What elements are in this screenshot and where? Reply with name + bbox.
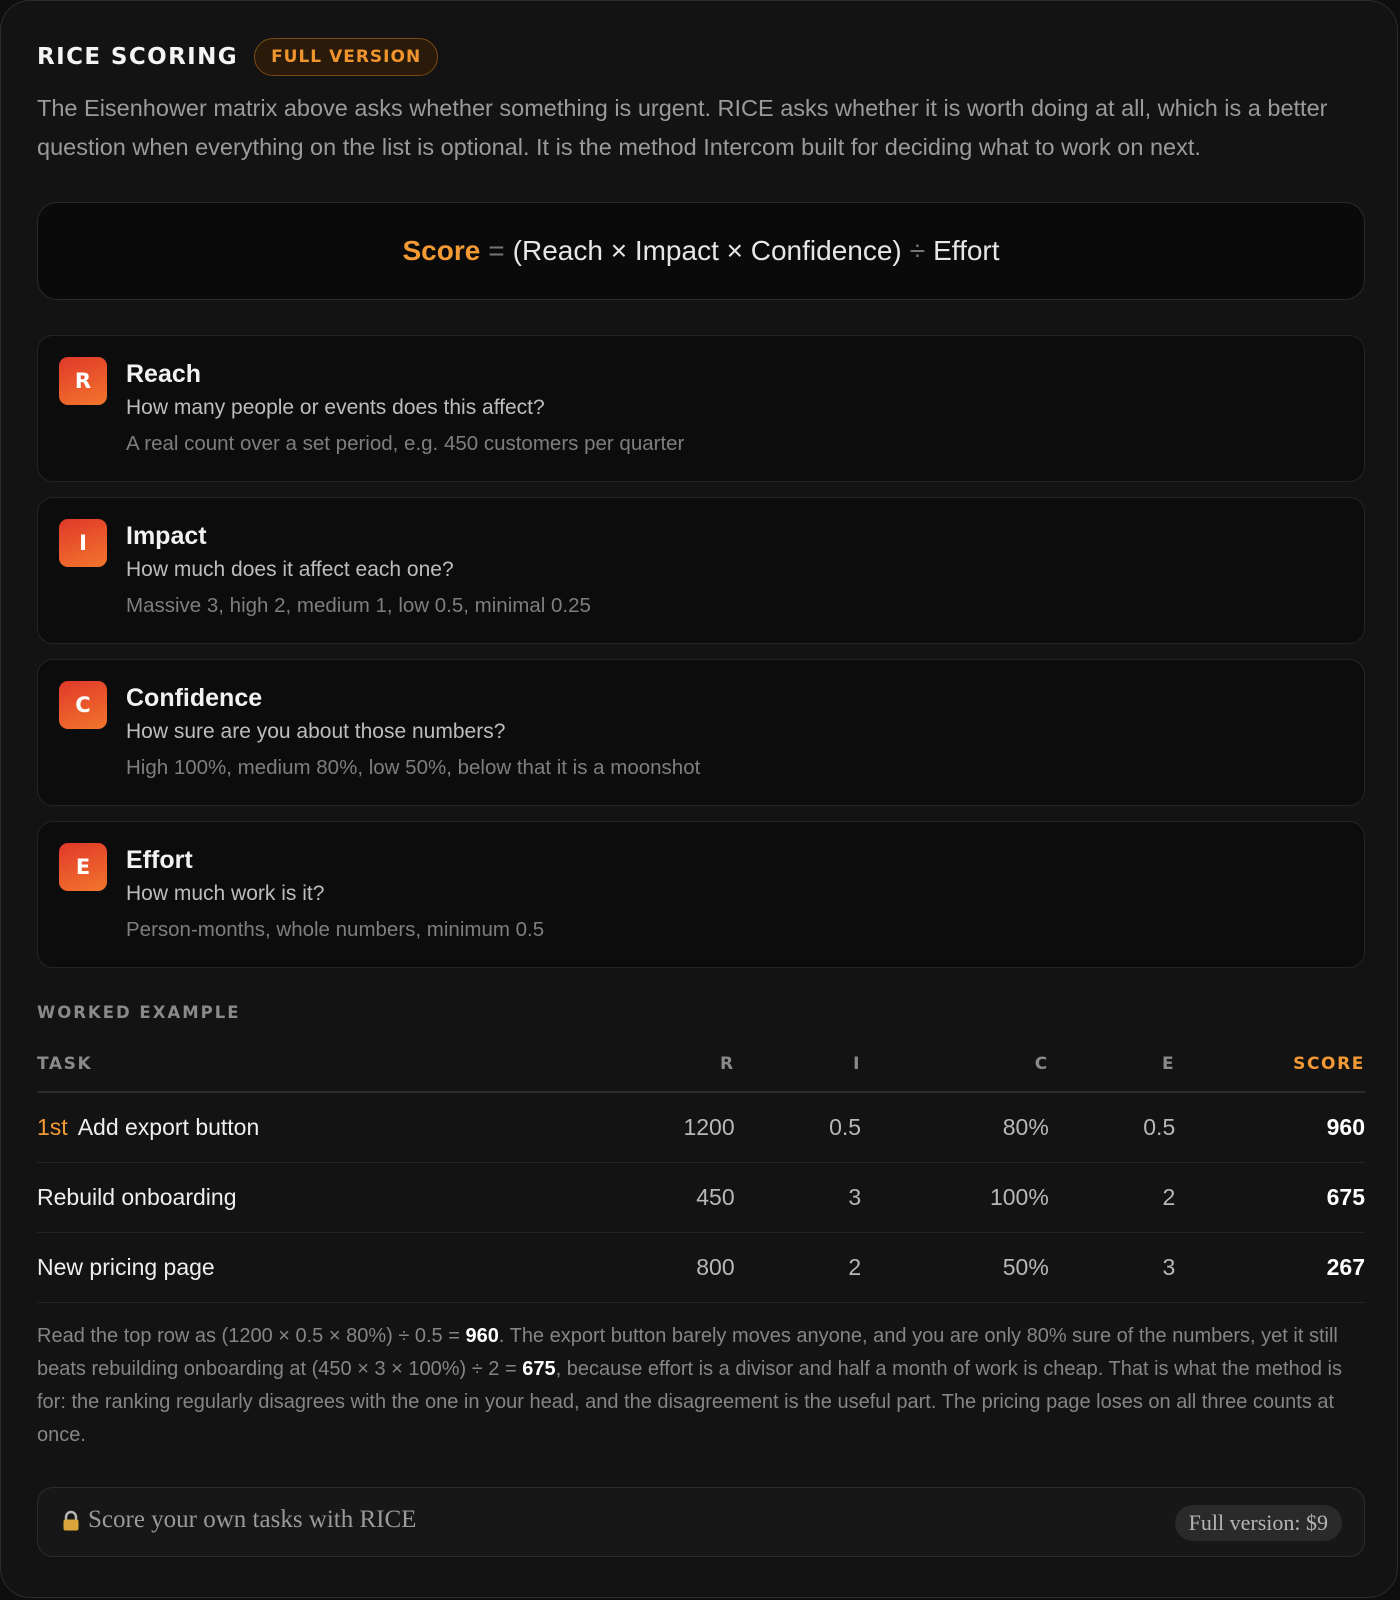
score-cell: 267 — [1175, 1233, 1365, 1303]
impact-cell: 3 — [735, 1163, 861, 1233]
intro-text: The Eisenhower matrix above asks whether something is urgent. RICE asks whether it is worth doing at all, which is a better question when everything on the list is optional. It is the method Intercom built for deciding what to work on next. — [37, 95, 1328, 160]
rank-label: 1st — [37, 1114, 68, 1140]
task-cell — [37, 1233, 567, 1303]
header — [37, 37, 1365, 77]
column-header-i: I — [735, 1054, 861, 1092]
effort-cell: 2 — [1049, 1163, 1175, 1233]
column-header-e: E — [1049, 1054, 1175, 1092]
column-header-c: C — [861, 1054, 1049, 1092]
worked-example-table — [37, 1054, 1365, 1303]
reach-cell: 1200 — [567, 1092, 734, 1163]
lock-icon — [60, 1510, 82, 1532]
factor-title: Impact — [126, 522, 207, 550]
task-cell — [37, 1092, 567, 1163]
letter-badge-i: I — [59, 519, 107, 567]
example-explanation — [37, 1320, 1357, 1452]
factor-title: Reach — [126, 360, 202, 388]
formula-numerator: (Reach × Impact × Confidence) — [512, 235, 902, 266]
factor-card-reach — [37, 335, 1365, 482]
table-header-row — [37, 1054, 1365, 1092]
worked-example-label: WORKED EXAMPLE — [37, 1003, 241, 1022]
formula-divide: ÷ — [909, 235, 926, 266]
factor-detail: A real count over a set period, e.g. 450 customers per quarter — [126, 432, 685, 455]
letter-badge-e: E — [59, 843, 107, 891]
explanation-part-2: . The export button barely moves anyone, and you are only 80% sure of the numbers, yet it still beats rebuilding onboarding at (450 × 3 × 100%) ÷ 2 = — [37, 1325, 1338, 1380]
formula-denominator: Effort — [933, 235, 1000, 266]
full-version-badge[interactable]: FULL VERSION — [254, 38, 438, 76]
factor-cards — [37, 335, 1365, 968]
panel-content — [37, 37, 1365, 1557]
table-row — [37, 1163, 1365, 1233]
score-own-tasks-button[interactable] — [37, 1487, 1365, 1557]
table-row — [37, 1233, 1365, 1303]
confidence-cell: 50% — [861, 1233, 1049, 1303]
table-row — [37, 1092, 1365, 1163]
factor-detail: High 100%, medium 80%, low 50%, below that it is a moonshot — [126, 756, 701, 779]
column-header-score: SCORE — [1175, 1054, 1365, 1092]
factor-title: Confidence — [126, 684, 263, 712]
factor-question: How many people or events does this affect? — [126, 396, 545, 419]
factor-question: How much work is it? — [126, 882, 325, 905]
factor-question: How sure are you about those numbers? — [126, 720, 506, 743]
factor-card-effort — [37, 821, 1365, 968]
column-header-r: R — [567, 1054, 734, 1092]
cta-label: Score your own tasks with RICE — [88, 1506, 417, 1533]
letter-badge-r: R — [59, 357, 107, 405]
factor-detail: Person-months, whole numbers, minimum 0.5 — [126, 918, 545, 941]
column-header-task: TASK — [37, 1054, 567, 1092]
section-title: RICE SCORING — [37, 44, 239, 70]
explanation-value-2: 675 — [522, 1358, 556, 1380]
factor-card-confidence — [37, 659, 1365, 806]
factor-card-impact — [37, 497, 1365, 644]
factor-question: How much does it affect each one? — [126, 558, 454, 581]
factor-detail: Massive 3, high 2, medium 1, low 0.5, minimal 0.25 — [126, 594, 591, 617]
effort-cell: 3 — [1049, 1233, 1175, 1303]
confidence-cell: 100% — [861, 1163, 1049, 1233]
impact-cell: 0.5 — [735, 1092, 861, 1163]
task-name: Rebuild onboarding — [37, 1184, 237, 1210]
letter-badge-c: C — [59, 681, 107, 729]
explanation-part-3: , because effort is a divisor and half a month of work is cheap. That is what the method is for: the ranking regularly disagrees with the one in your head, and the disagreement is the useful part. The pricing page loses on all three counts at once. — [37, 1358, 1342, 1446]
task-name: Add export button — [77, 1114, 260, 1140]
score-cell: 960 — [1175, 1092, 1365, 1163]
reach-cell: 800 — [567, 1233, 734, 1303]
impact-cell: 2 — [735, 1233, 861, 1303]
explanation-part-1: Read the top row as (1200 × 0.5 × 80%) ÷ 0.5 = — [37, 1325, 466, 1347]
formula-box — [37, 202, 1365, 300]
explanation-value-1: 960 — [465, 1325, 499, 1347]
factor-title: Effort — [126, 846, 193, 874]
price-badge: Full version: $9 — [1175, 1505, 1342, 1541]
reach-cell: 450 — [567, 1163, 734, 1233]
task-name: New pricing page — [37, 1254, 215, 1280]
effort-cell: 0.5 — [1049, 1092, 1175, 1163]
formula-score: Score — [402, 235, 481, 266]
formula-equals: = — [488, 235, 505, 266]
score-cell: 675 — [1175, 1163, 1365, 1233]
task-cell — [37, 1163, 567, 1233]
confidence-cell: 80% — [861, 1092, 1049, 1163]
